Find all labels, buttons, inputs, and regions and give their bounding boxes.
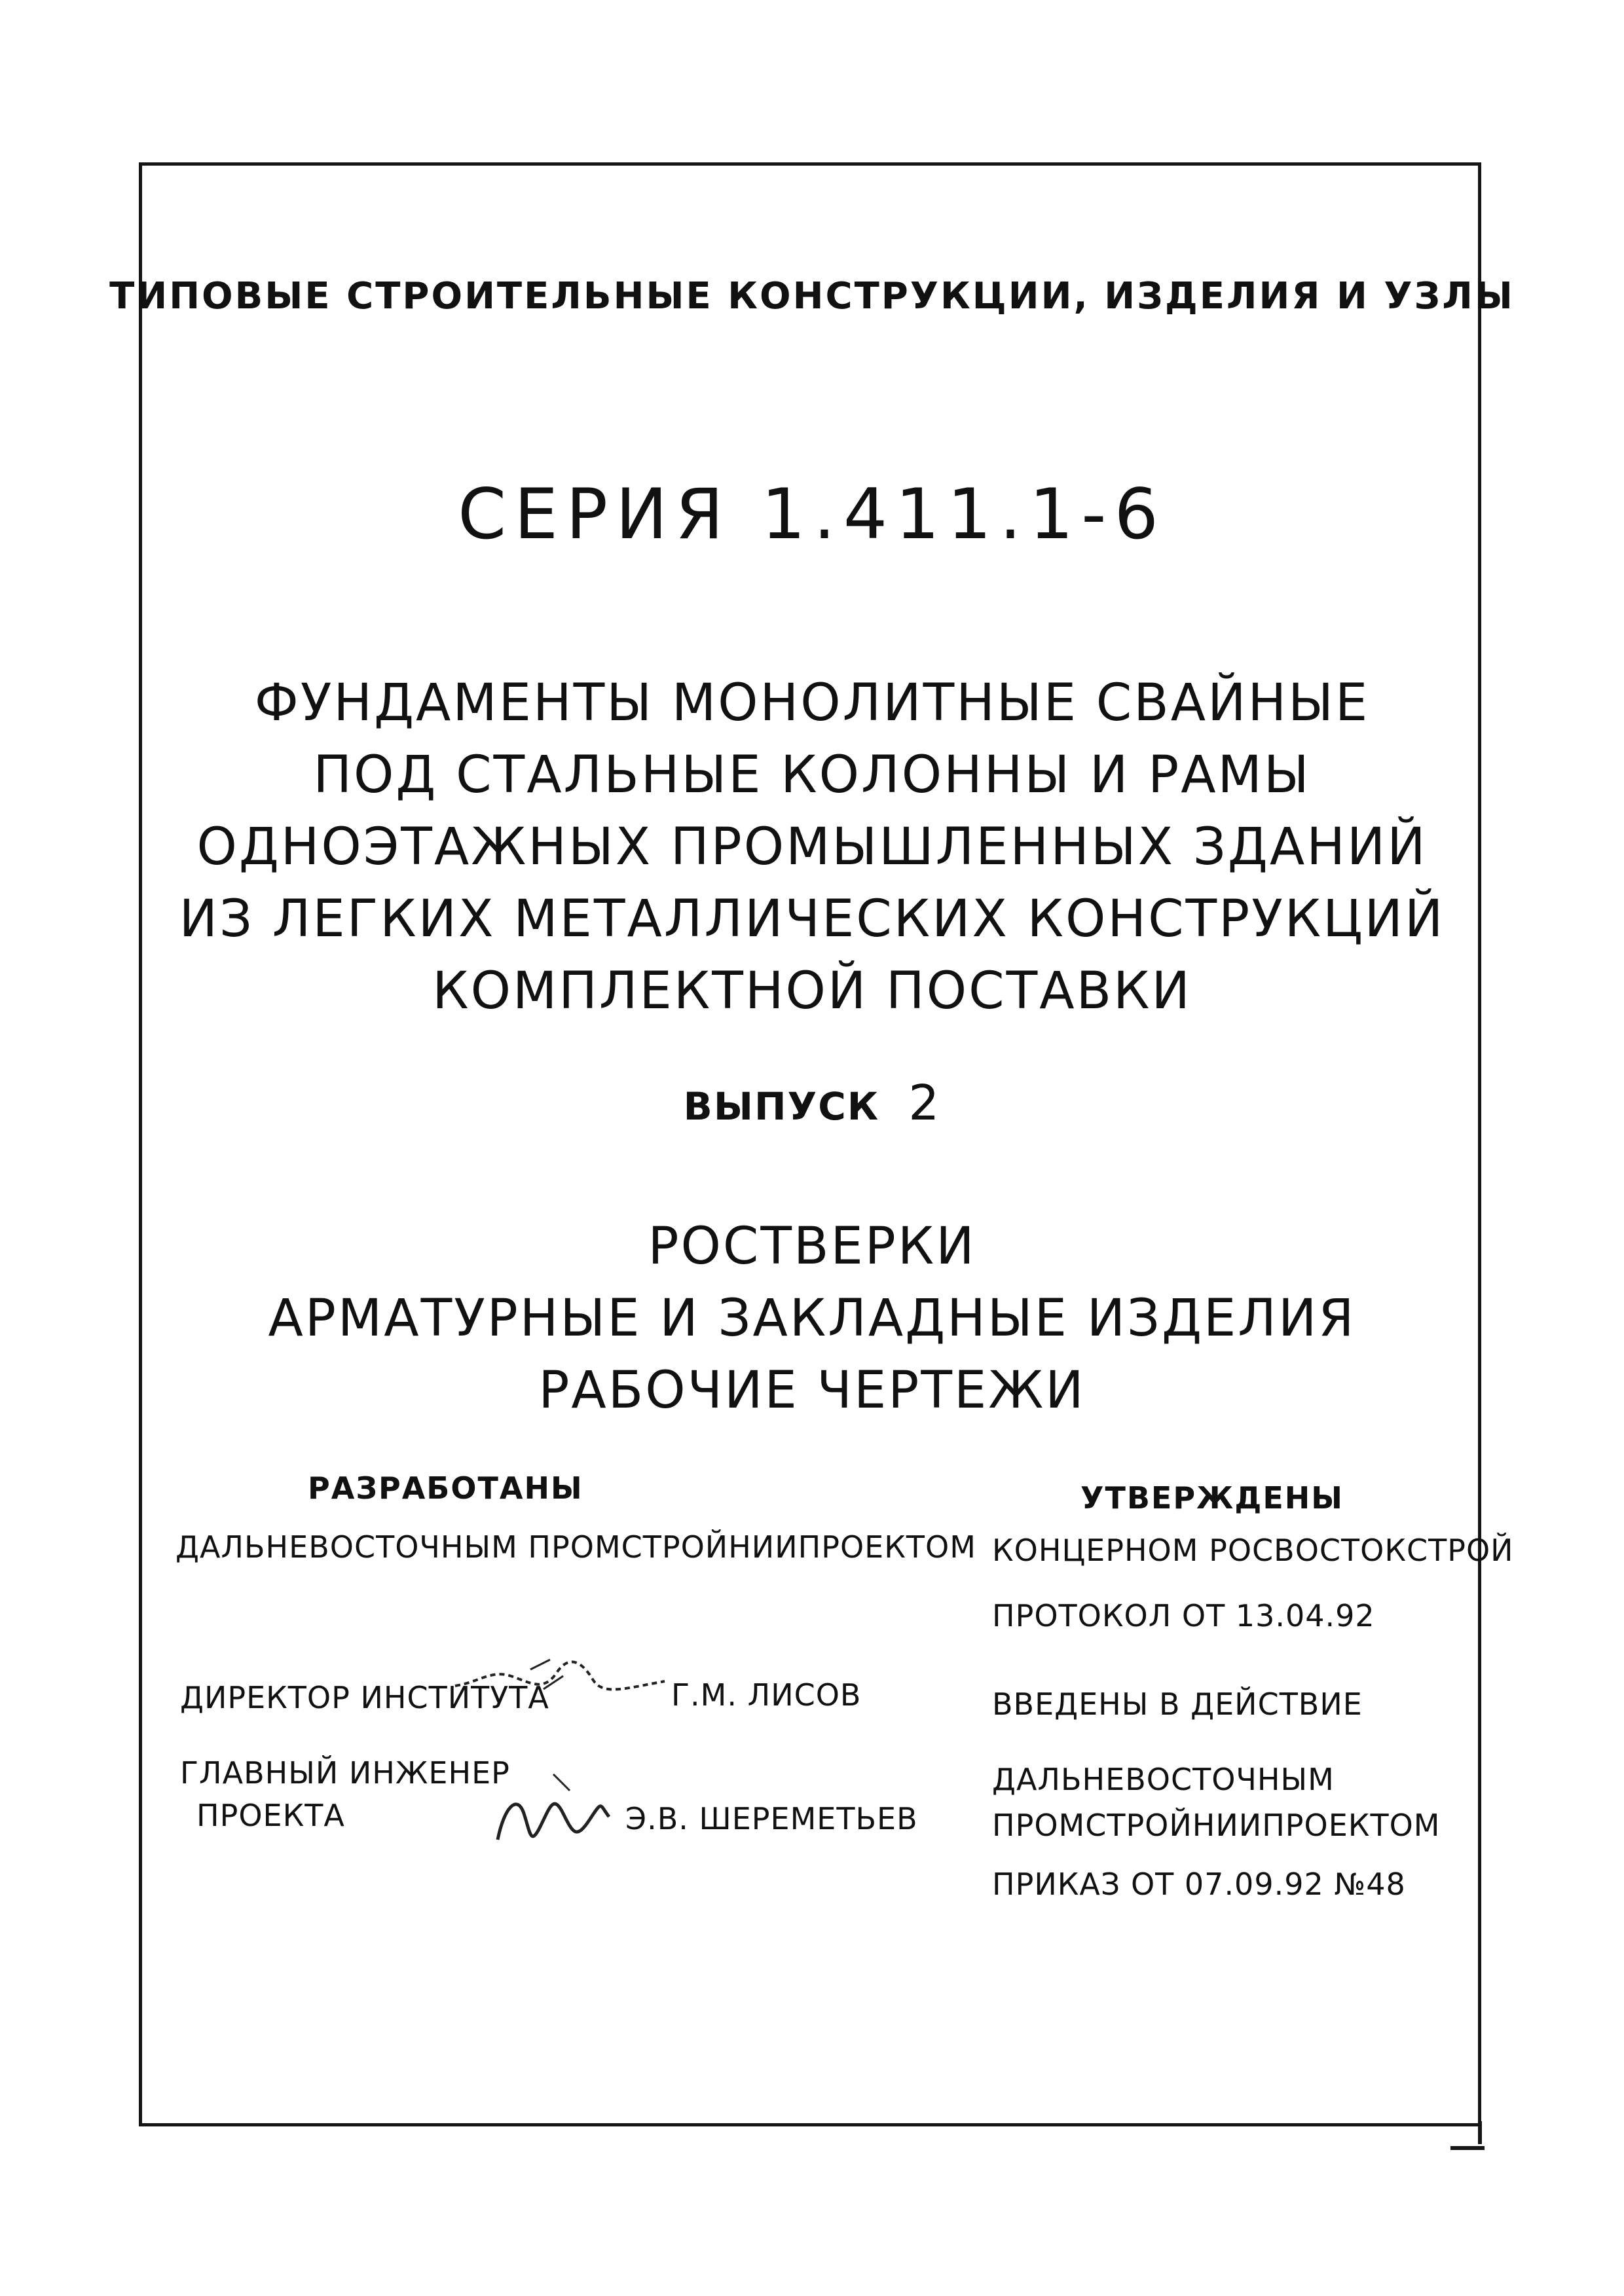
approval-protocol: ПРОТОКОЛ ОТ 13.04.92	[992, 1598, 1375, 1633]
title-line-4: ИЗ ЛЕГКИХ МЕТАЛЛИЧЕСКИХ КОНСТРУКЦИЙ	[179, 890, 1445, 949]
title-line-5: КОМПЛЕКТНОЙ ПОСТАВКИ	[432, 962, 1192, 1021]
engineer-title-line-2: ПРОЕКТА	[196, 1798, 345, 1833]
title-line-2: ПОД СТАЛЬНЫЕ КОЛОННЫ И РАМЫ	[313, 746, 1311, 805]
approved-label: УТВЕРЖДЕНЫ	[1080, 1480, 1344, 1516]
border-tail-horizontal	[1450, 2146, 1485, 2150]
engineer-title-line-1: ГЛАВНЫЙ ИНЖЕНЕР	[180, 1755, 510, 1791]
director-name: Г.М. ЛИСОВ	[671, 1677, 862, 1713]
enactment-order: ПРИКАЗ ОТ 07.09.92 №48	[992, 1867, 1406, 1902]
issue-label: ВЫПУСК	[683, 1084, 880, 1129]
engineer-name: Э.В. ШЕРЕМЕТЬЕВ	[625, 1801, 918, 1836]
director-title: ДИРЕКТОР ИНСТИТУТА	[180, 1680, 549, 1715]
title-line-1: ФУНДАМЕНТЫ МОНОЛИТНЫЕ СВАЙНЫЕ	[254, 674, 1370, 733]
subtitle-line-1: РОСТВЕРКИ	[648, 1217, 976, 1276]
enacted-by-line-1: ДАЛЬНЕВОСТОЧНЫМ	[992, 1762, 1335, 1797]
developed-label: РАЗРАБОТАНЫ	[308, 1470, 583, 1506]
subtitle-line-3: РАБОЧИЕ ЧЕРТЕЖИ	[538, 1361, 1086, 1420]
enacted-label: ВВЕДЕНЫ В ДЕЙСТВИЕ	[992, 1686, 1363, 1722]
series-number: СЕРИЯ 1.411.1-6	[458, 474, 1166, 555]
document-heading: ТИПОВЫЕ СТРОИТЕЛЬНЫЕ КОНСТРУКЦИИ, ИЗДЕЛИЯ И УЗЛЫ	[109, 275, 1515, 318]
border-tail-vertical	[1478, 2121, 1482, 2144]
engineer-signature	[491, 1768, 616, 1859]
title-line-3: ОДНОЭТАЖНЫХ ПРОМЫШЛЕННЫХ ЗДАНИЙ	[196, 818, 1428, 877]
approved-by: КОНЦЕРНОМ РОСВОСТОКСТРОЙ	[992, 1533, 1514, 1568]
issue-number: 2	[908, 1075, 941, 1131]
subtitle-line-2: АРМАТУРНЫЕ И ЗАКЛАДНЫЕ ИЗДЕЛИЯ	[268, 1289, 1356, 1348]
issue-line	[0, 1075, 1624, 1131]
director-signature	[452, 1656, 668, 1702]
developed-by: ДАЛЬНЕВОСТОЧНЫМ ПРОМСТРОЙНИИПРОЕКТОМ	[175, 1529, 976, 1565]
enacted-by-line-2: ПРОМСТРОЙНИИПРОЕКТОМ	[992, 1808, 1441, 1843]
